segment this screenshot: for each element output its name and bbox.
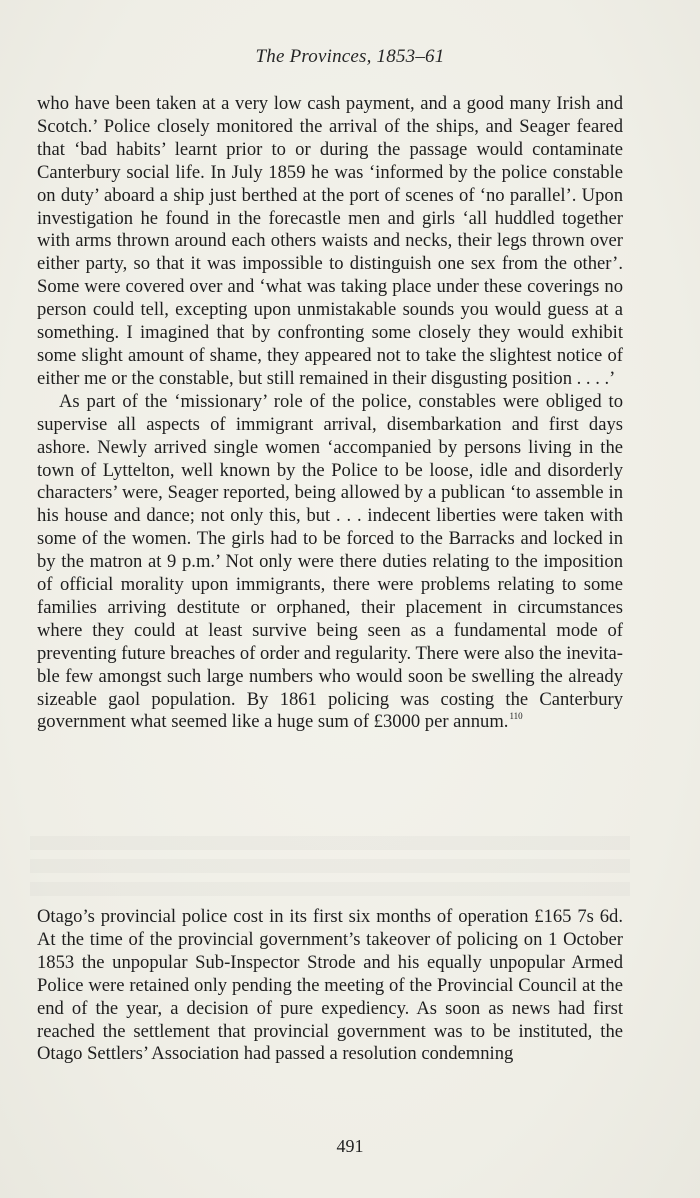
- paragraph-continued: who have been taken at a very low cash payment, and a good many Irish and Scotch.’ Police closely monitored the arrival of the ships, and Seager feared that ‘bad habits’ learnt prior to or during the passage would contaminate Canterbury social life. In July 1859 he was ‘informed by the police constable on duty’ aboard a ship just berthed at the port of scenes of ‘no parallel’. Upon investigation he found in the forecastle men and girls ‘all huddled together with arms thrown around each others waists and necks, their legs thrown over either party, so that it was impossible to distinguish one sex from the other’. Some were covered over and ‘what was taking place under these coverings no person could tell, excepting upon unmistakable sounds you would guess at a something. I imagined that by confronting some closely they would exhibit some slight amount of shame, they appeared not to take the slightest notice of either me or the constable, but still remained in their disgusting position . . . .’: [37, 93, 623, 389]
- paragraph-otago-police: Otago’s provincial police cost in its first six months of operation £165 7s 6d. At the time of the provincial government’s takeover of policing on 1 October 1853 the unpopular Sub-Inspector Strode and his equally unpopular Armed Police were retained only pending the meeting of the Provincial Council at the end of the year, a decision of pure expediency. As soon as news had first reached the settlement that provincial government was to be instituted, the Otago Settlers’ Association had passed a resolution condemning: [37, 906, 623, 1065]
- running-head: The Provinces, 1853–61: [255, 46, 445, 67]
- paragraph-missionary-role: [37, 391, 623, 735]
- paragraph-missionary-role-text: As part of the ‘missionary’ role of the police, constables were obliged to supervise all aspects of immigrant arrival, disembarkation and first days ashore. Newly arrived single women ‘accompanied by persons living in the town of Lyttelton, well known by the Police to be loose, idle and disorderly characters’ were, Seager reported, being allowed by a publican ‘to assemble in his house and dance; not only this, but . . . indecent liberties were taken with some of the women. The girls had to be forced to the Barracks and locked in by the matron at 9 p.m.’ Not only were there duties relating to the imposition of official morality upon immigrants, there were problems relating to some families arriving destitute or orphaned, their placement in circumstances where they could at least survive being seen as a fundamental mode of preventing future breaches of order and regularity. There were also the inevitable few amongst such large numbers who would soon be swelling the already sizeable gaol population. By 1861 policing was costing the Canterbury government what seemed like a huge sum of £3000 per annum.: [37, 390, 623, 733]
- paper-bleed-through: [30, 836, 630, 896]
- page-number: 491: [336, 1136, 364, 1156]
- text-block-bottom: [37, 906, 623, 1066]
- text-block-top: [37, 93, 623, 734]
- footnote-reference[interactable]: 110: [509, 710, 523, 721]
